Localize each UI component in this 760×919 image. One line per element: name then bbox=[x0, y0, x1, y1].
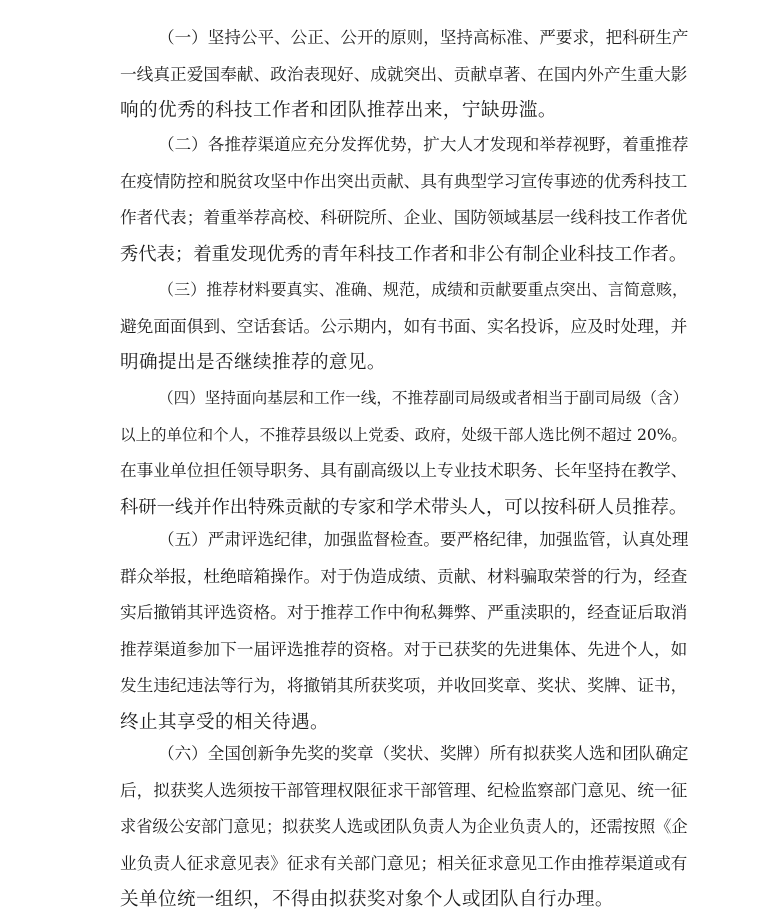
text-line: （四）坚持面向基层和工作一线，不推荐副司局级或者相当于副司局级（含） bbox=[158, 389, 689, 407]
text-line: （五）严肃评选纪律，加强监督检查。要严格纪律，加强监管，认真处理 bbox=[158, 530, 689, 549]
text-line: 在事业单位担任领导职务、具有副高级以上专业技术职务、长年坚持在教学、 bbox=[120, 461, 688, 481]
paragraph-5 bbox=[120, 522, 700, 742]
paragraph-1 bbox=[120, 20, 700, 130]
text-line: （一）坚持公平、公正、公开的原则，坚持高标准、严要求，把科研生产 bbox=[158, 28, 689, 47]
text-line: 明确提出是否继续推荐的意见。 bbox=[120, 352, 386, 374]
text-line: 群众举报，杜绝暗箱操作。对于伪造成绩、贡献、材料骗取荣誉的行为，经查 bbox=[120, 566, 688, 586]
text-line: 一线真正爱国奉献、政治表现好、成就突出、贡献卓著、在国内外产生重大影 bbox=[120, 64, 688, 84]
text-line: 避免面面俱到、空话套话。公示期内，如有书面、实名投诉，应及时处理，并 bbox=[120, 316, 688, 336]
text-line: 求省级公安部门意见；拟获奖人选或团队负责人为企业负责人的，还需按照《企 bbox=[120, 817, 688, 837]
text-line: （三）推荐材料要真实、准确、规范，成绩和贡献要重点突出、言简意赅， bbox=[158, 280, 689, 299]
text-line: 实后撤销其评选资格。对于推荐工作中徇私舞弊、严重渎职的，经查证后取消 bbox=[120, 603, 688, 623]
text-line: 在疫情防控和脱贫攻坚中作出突出贡献、具有典型学习宣传事迹的优秀科技工 bbox=[120, 171, 688, 191]
text-line: 科研一线并作出特殊贡献的专家和学术带头人，可以按科研人员推荐。 bbox=[120, 496, 688, 518]
text-line: 业负责人征求意见表》征求有关部门意见；相关征求意见工作由推荐渠道或有 bbox=[120, 853, 688, 873]
text-line: 秀代表；着重发现优秀的青年科技工作者和非公有制企业科技工作者。 bbox=[120, 243, 688, 265]
paragraph-2 bbox=[120, 127, 700, 273]
text-line: 推荐渠道参加下一届评选推荐的资格。对于已获奖的先进集体、先进个人，如 bbox=[120, 639, 688, 659]
paragraph-3 bbox=[120, 272, 700, 382]
text-line: 发生违纪违法等行为，将撤销其所获奖项，并收回奖章、奖状、奖牌、证书， bbox=[120, 676, 688, 696]
paragraph-6 bbox=[120, 736, 700, 919]
text-line: 关单位统一组织，不得由拟获奖对象个人或团队自行办理。 bbox=[120, 889, 614, 911]
text-line: 以上的单位和个人，不推荐县级以上党委、政府，处级干部人选比例不超过 20%。 bbox=[120, 425, 687, 444]
text-line: 终止其享受的相关待遇。 bbox=[120, 711, 329, 733]
text-line: 响的优秀的科技工作者和团队推荐出来，宁缺毋滥。 bbox=[120, 100, 557, 122]
text-line: （六）全国创新争先奖的奖章（奖状、奖牌）所有拟获奖人选和团队确定 bbox=[158, 744, 689, 763]
paragraph-4 bbox=[120, 380, 700, 526]
text-line: 后，拟获奖人选须按干部管理权限征求干部管理、纪检监察部门意见、统一征 bbox=[120, 780, 688, 800]
text-line: 作者代表；着重举荐高校、科研院所、企业、国防领域基层一线科技工作者优 bbox=[120, 208, 688, 228]
text-line: （二）各推荐渠道应充分发挥优势，扩大人才发现和举荐视野，着重推荐 bbox=[158, 135, 689, 154]
